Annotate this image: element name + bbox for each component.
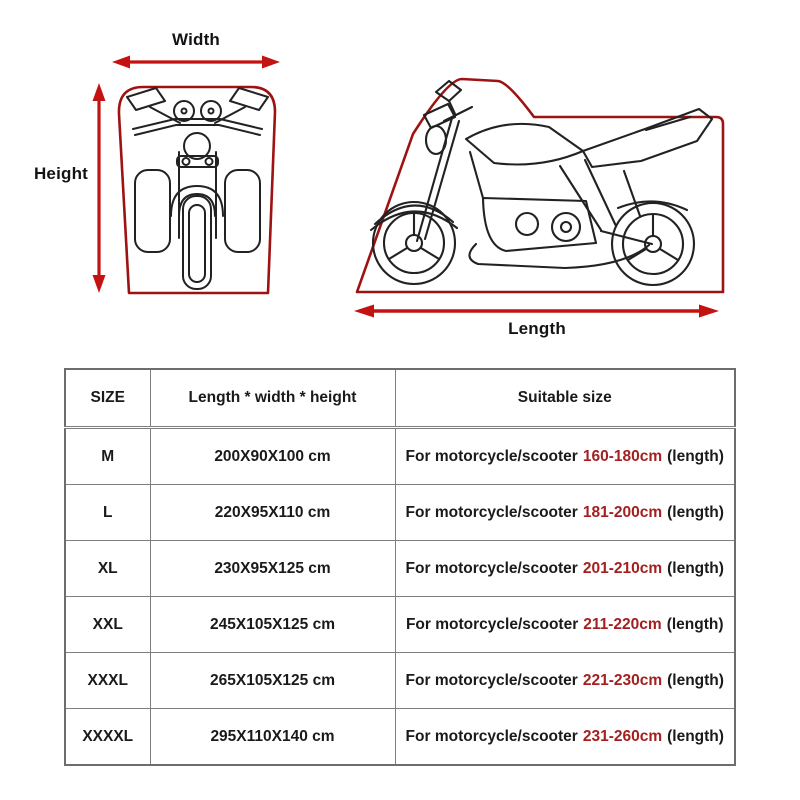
header-suitable: Suitable size [395,369,735,428]
table-row [65,709,735,766]
suitable-range: 160-180cm [582,447,663,465]
size-cell: L [65,485,150,541]
table-row [65,428,735,485]
suitable-cell [395,541,735,597]
suitable-cell [395,709,735,766]
suitable-suffix: (length) [666,615,724,633]
suitable-suffix: (length) [667,447,724,465]
dimensions-cell: 245X105X125 cm [150,597,395,653]
front-cover-outline [119,87,275,293]
suitable-range: 231-260cm [582,727,663,745]
suitable-prefix: For motorcycle/scooter [405,615,579,633]
table-row [65,541,735,597]
suitable-prefix: For motorcycle/scooter [405,447,578,465]
suitable-range: 211-220cm [583,615,662,633]
motorcycle-front-drawing [127,88,268,289]
size-cell: XXL [65,597,150,653]
suitable-suffix: (length) [667,559,724,577]
diagram-artwork [0,0,800,362]
length-label: Length [508,319,566,338]
suitable-cell [395,597,735,653]
width-arrow [112,56,280,69]
suitable-prefix: For motorcycle/scooter [405,727,578,745]
suitable-prefix: For motorcycle/scooter [405,503,578,521]
suitable-range: 201-210cm [582,559,663,577]
motorcycle-side-drawing [371,81,712,285]
height-label: Height [33,164,89,183]
header-dimensions: Length * width * height [150,369,395,428]
suitable-prefix: For motorcycle/scooter [405,671,578,689]
suitable-suffix: (length) [667,671,724,689]
dimensions-cell: 220X95X110 cm [150,485,395,541]
table-row [65,485,735,541]
table-row [65,653,735,709]
dimensions-cell: 295X110X140 cm [150,709,395,766]
suitable-cell [395,428,735,485]
suitable-suffix: (length) [667,503,724,521]
dimensions-cell: 230X95X125 cm [150,541,395,597]
length-arrow [354,305,719,318]
height-arrow [93,83,106,293]
dimensions-cell: 265X105X125 cm [150,653,395,709]
suitable-range: 221-230cm [582,671,663,689]
width-label: Width [171,30,221,49]
size-cell: M [65,428,150,485]
suitable-prefix: For motorcycle/scooter [405,559,578,577]
table-row [65,597,735,653]
size-cell: XXXXL [65,709,150,766]
size-cell: XL [65,541,150,597]
suitable-cell [395,485,735,541]
header-size: SIZE [65,369,150,428]
table-header-row [65,369,735,428]
size-cell: XXXL [65,653,150,709]
size-table [64,368,734,766]
dimensions-cell: 200X90X100 cm [150,428,395,485]
suitable-range: 181-200cm [582,503,663,521]
side-cover-outline [357,79,723,292]
suitable-suffix: (length) [667,727,724,745]
suitable-cell [395,653,735,709]
